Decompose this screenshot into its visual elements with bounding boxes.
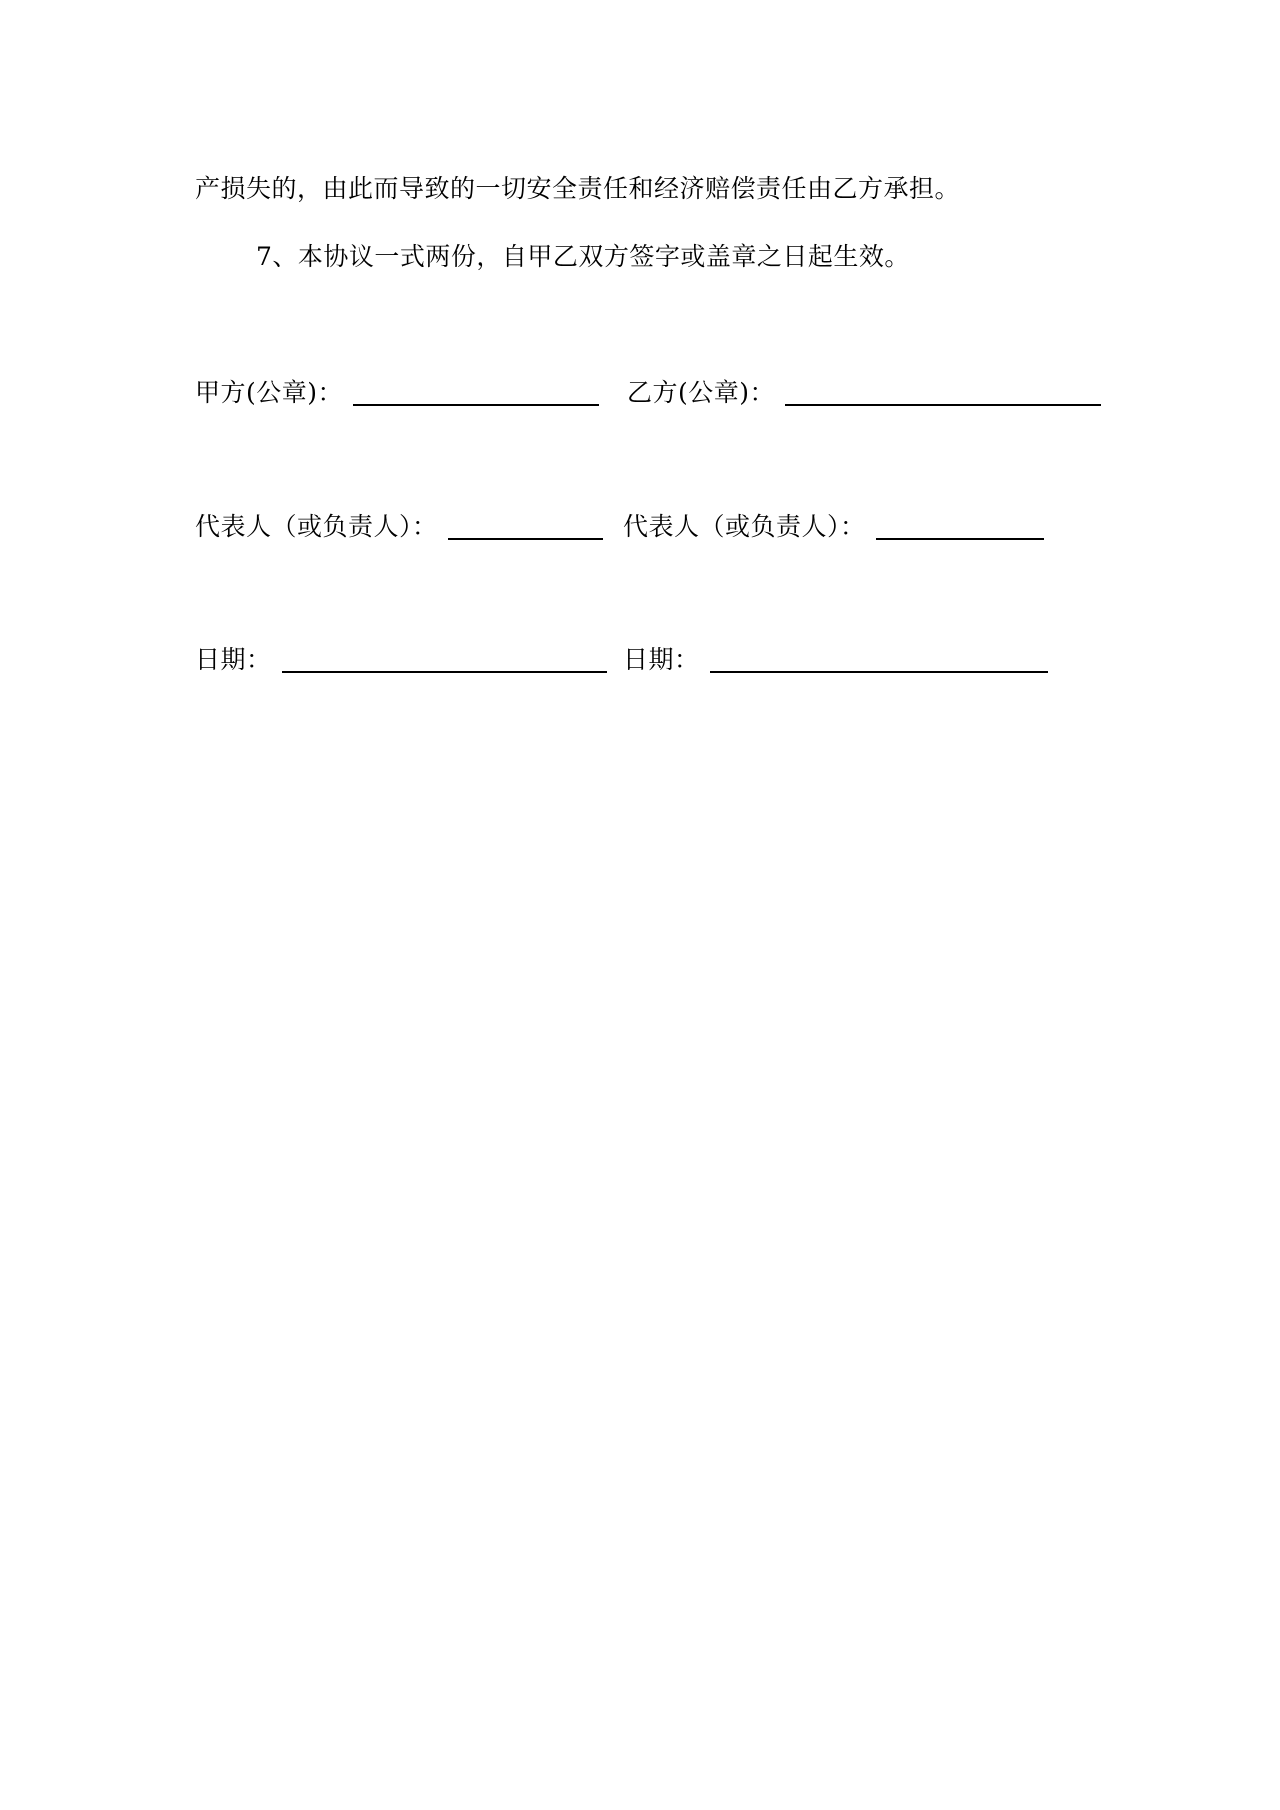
paragraph-liability: 产损失的，由此而导致的一切安全责任和经济赔偿责任由乙方承担。 [195, 174, 961, 203]
party-b-date [623, 643, 1048, 677]
party-b-seal-line[interactable] [785, 404, 1101, 406]
party-a-date [195, 643, 607, 677]
party-a-seal [195, 376, 599, 410]
party-a-rep-line[interactable] [448, 538, 603, 540]
party-a-seal-label: 甲方(公章)： [195, 378, 344, 407]
party-b-seal-label: 乙方(公章)： [627, 378, 776, 407]
party-b-representative [623, 510, 1044, 544]
party-b-date-line[interactable] [710, 671, 1048, 673]
party-b-date-label: 日期： [623, 645, 700, 674]
party-a-representative [195, 510, 603, 544]
party-a-seal-line[interactable] [353, 404, 599, 406]
party-b-seal [627, 376, 1101, 410]
party-b-rep-label: 代表人（或负责人）： [623, 512, 866, 541]
party-a-date-line[interactable] [282, 671, 607, 673]
party-b-rep-line[interactable] [876, 538, 1044, 540]
party-a-rep-label: 代表人（或负责人）： [195, 512, 438, 541]
party-a-date-label: 日期： [195, 645, 272, 674]
paragraph-clause-7: 7、本协议一式两份，自甲乙双方签字或盖章之日起生效。 [256, 242, 910, 271]
